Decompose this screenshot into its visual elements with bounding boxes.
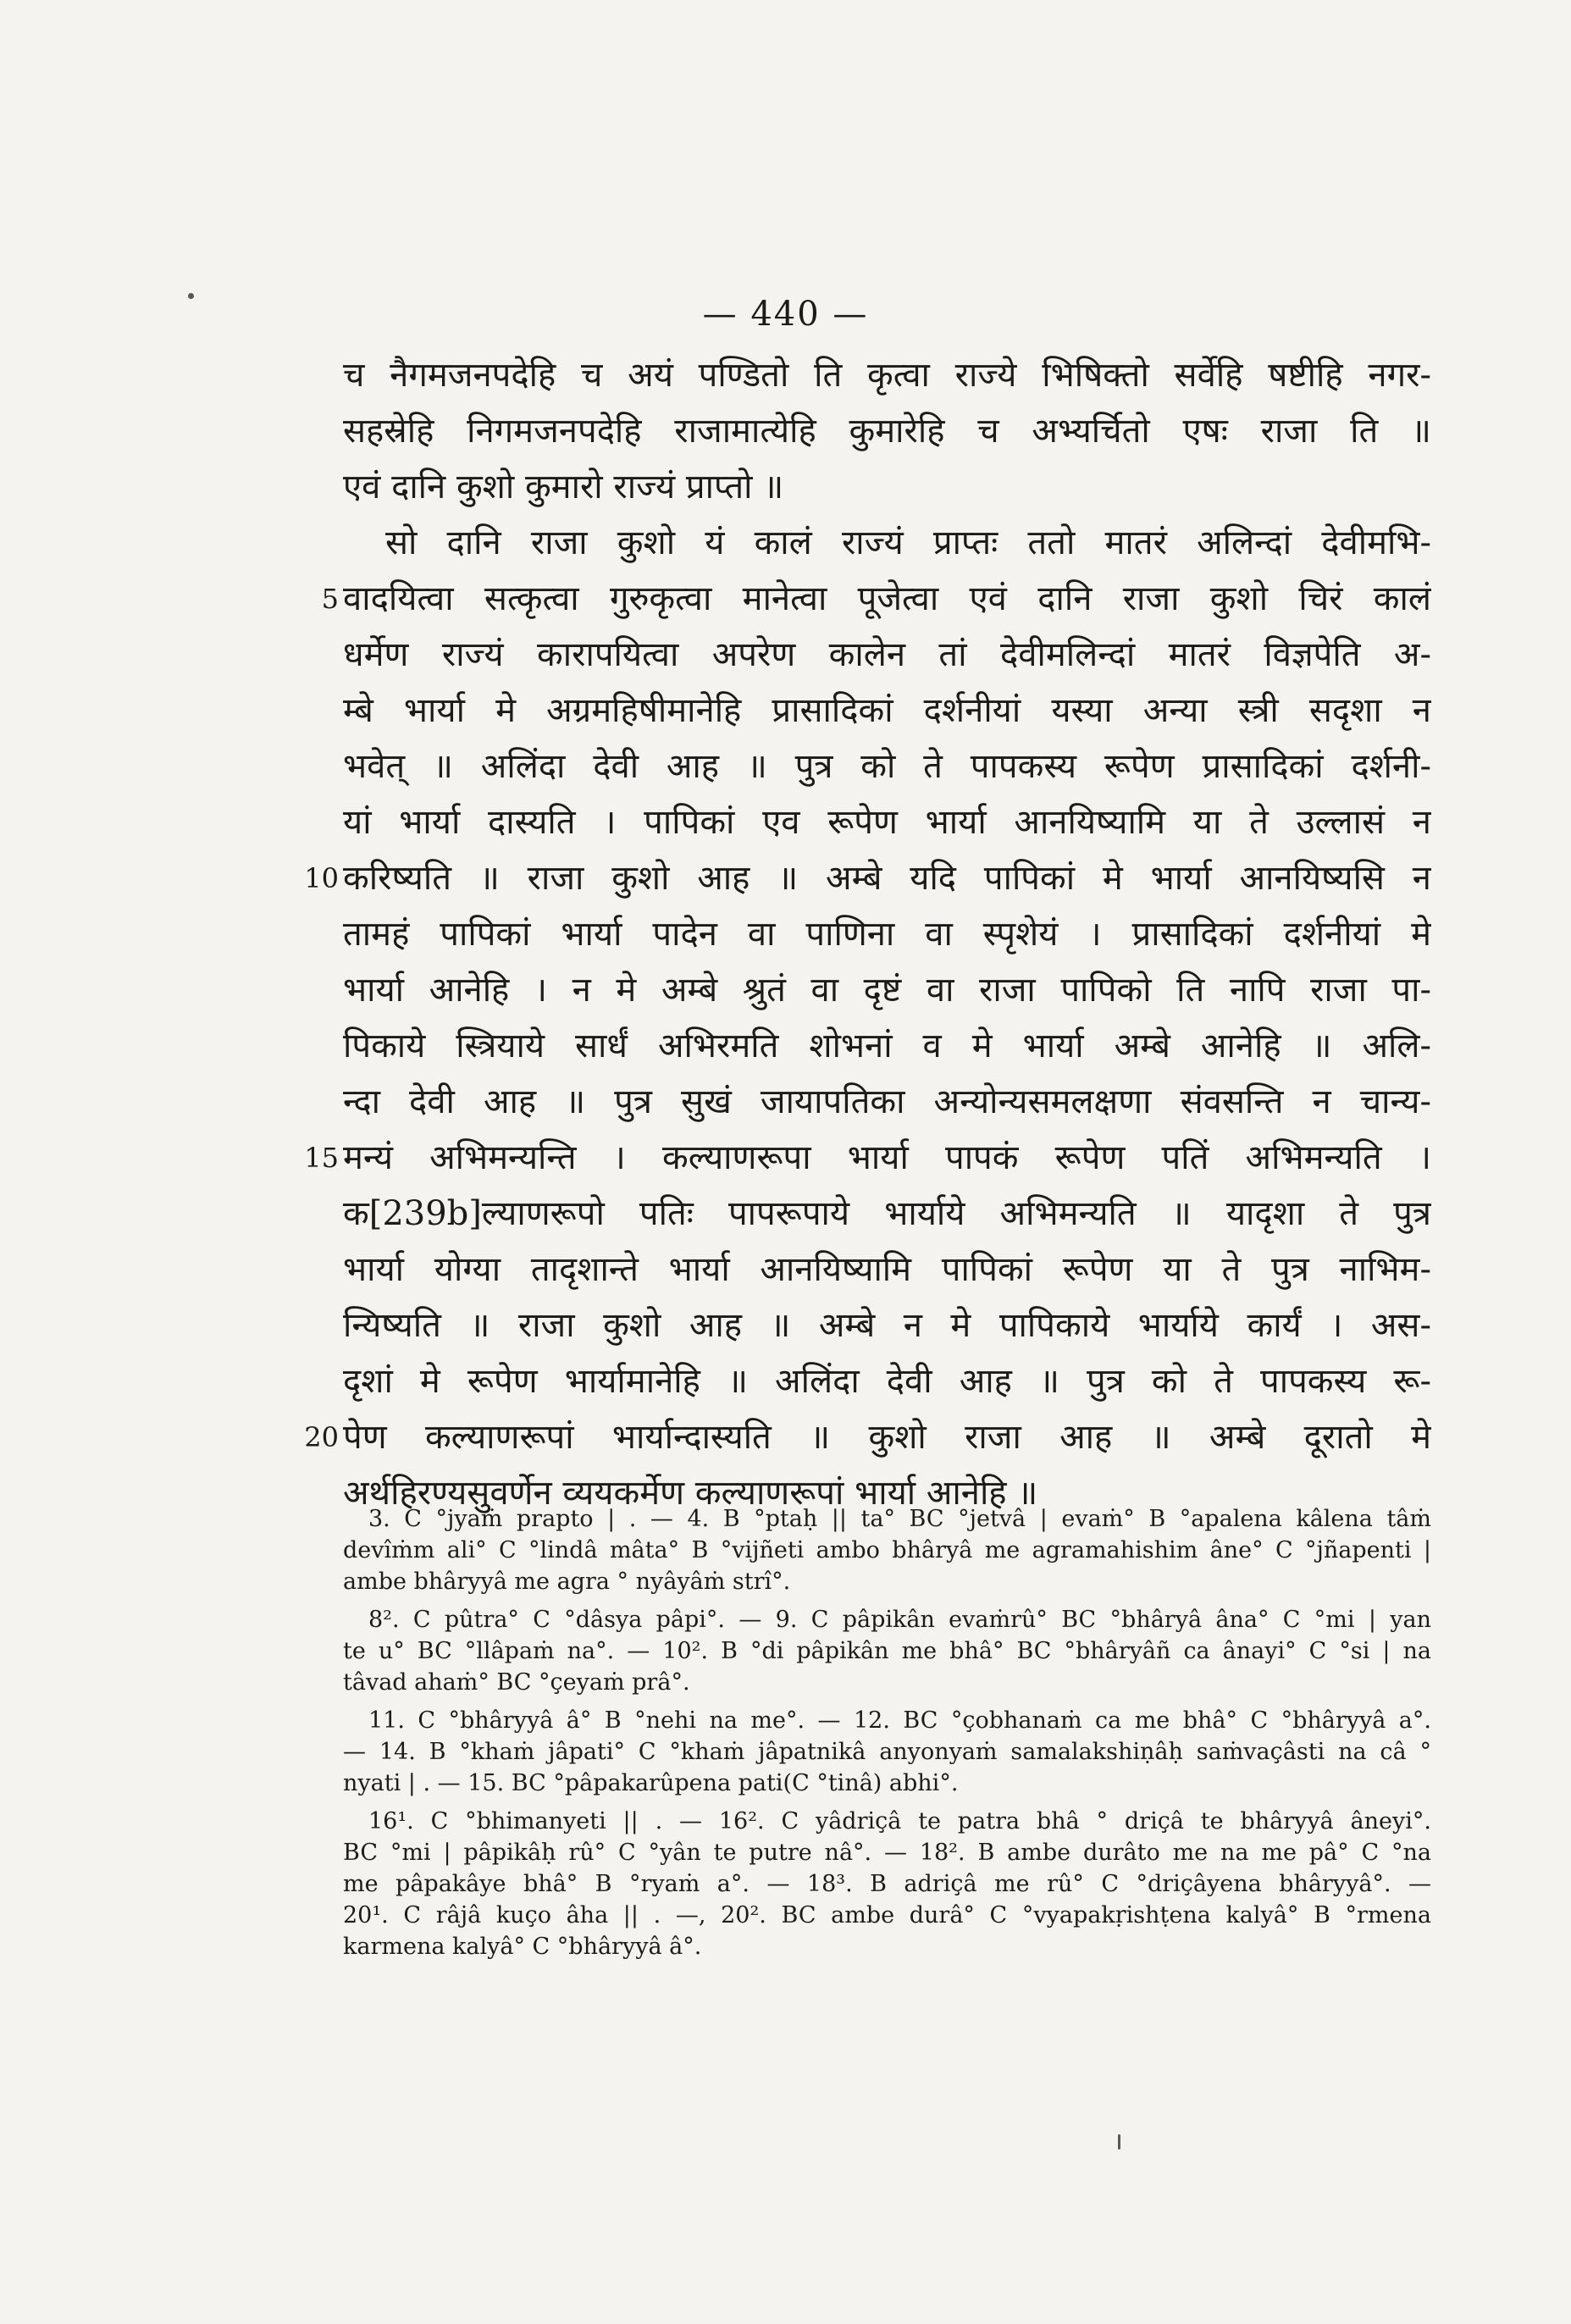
line-text: भार्या योग्या तादृशान्ते भार्या आनयिष्यामि पापिकां रूपेण या ते पुत्र नाभिम- <box>343 1250 1431 1289</box>
line-text: यां भार्या दास्यति । पापिकां एव रूपेण भार्या आनयिष्यामि या ते उल्लासं न <box>343 803 1431 842</box>
note-gap <box>343 1597 1431 1604</box>
line-number: 20 <box>304 1421 339 1453</box>
line-text: अर्थहिरण्यसुवर्णेन व्ययकर्मेण कल्याणरूपां भार्या आनेहि ॥ <box>343 1474 1038 1513</box>
footnote-line: karmena kalyâ° C °bhâryyâ â°. <box>343 1934 702 1960</box>
line-text: तामहं पापिकां भार्या पादेन वा पाणिना वा स्पृशेयं । प्रासादिकां दर्शनीयां मे <box>343 915 1431 954</box>
footnote-line: nyati | . — 15. BC °pâpakarûpena pati(C °tinâ) abhi°. <box>343 1770 959 1796</box>
text-line <box>0 1298 1571 1353</box>
text-line <box>0 1242 1571 1298</box>
line-text: न्दा देवी आह ॥ पुत्र सुखं जायापतिका अन्योन्यसमलक्षणा संवसन्ति न चान्य- <box>343 1082 1431 1121</box>
footnote-line: — 14. B °khaṁ jâpati° C °khaṁ jâpatnikâ anyonyaṁ samalakshiṇâḥ saṁvaçâsti na câ ° <box>343 1739 1431 1765</box>
line-text: करिष्यति ॥ राजा कुशो आह ॥ अम्बे यदि पापिकां मे भार्या आनयिष्यसि न <box>343 859 1431 898</box>
line-text: म्बे भार्या मे अग्रमहिषीमानेहि प्रासादिकां दर्शनीयां यस्या अन्या स्त्री सदृशा न <box>343 691 1431 730</box>
scan-speck <box>1118 2134 1120 2150</box>
footnote-line: 8². C pûtra° C °dâsya pâpi°. — 9. C pâpikân evaṁrû° BC °bhâryâ âna° C °mi | yan <box>368 1607 1431 1633</box>
text-line <box>0 850 1571 906</box>
line-text: वादयित्वा सत्कृत्वा गुरुकृत्वा मानेत्वा पूजेत्वा एवं दानि राजा कुशो चिरं कालं <box>343 579 1431 618</box>
line-text: सहस्रेहि निगमजनपदेहि राजामात्येहि कुमारेहि च अभ्यर्चितो एषः राजा ति ॥ <box>343 412 1431 451</box>
text-line <box>0 794 1571 850</box>
critical-apparatus-footnotes <box>343 1503 1431 1962</box>
line-number: 5 <box>321 583 339 615</box>
text-line <box>0 1409 1571 1465</box>
page-number: — 440 — <box>702 295 869 334</box>
line-text: मन्यं अभिमन्यन्ति । कल्याणरूपा भार्या पापकं रूपेण पतिं अभिमन्यति । <box>343 1138 1431 1177</box>
text-line <box>0 1186 1571 1242</box>
text-line <box>0 1130 1571 1186</box>
text-line <box>0 739 1571 794</box>
footnote-line: me pâpakâye bhâ° B °ryaṁ a°. — 18³. B adriçâ me rû° C °driçâyena bhâryyâ°. — <box>343 1871 1431 1897</box>
text-line <box>0 962 1571 1018</box>
text-line <box>0 1018 1571 1074</box>
text-line <box>0 1353 1571 1409</box>
line-text: दृशां मे रूपेण भार्यामानेहि ॥ अलिंदा देवी आह ॥ पुत्र को ते पापकस्य रू- <box>343 1362 1431 1401</box>
footnote-line: 20¹. C râjâ kuço âha || . —, 20². BC ambe durâ° C °vyapakṛishṭena kalyâ° B °rmena <box>343 1902 1431 1928</box>
text-line <box>0 459 1571 515</box>
text-line <box>0 347 1571 403</box>
footnote-line: devîṁm ali° C °lindâ mâta° B °vijñeti ambo bhâryâ me agramahishim âne° C °jñapenti | <box>343 1537 1431 1563</box>
text-line <box>0 683 1571 739</box>
text-line <box>0 1074 1571 1130</box>
line-number: 10 <box>304 862 339 894</box>
line-text: भवेत् ॥ अलिंदा देवी आह ॥ पुत्र को ते पापकस्य रूपेण प्रासादिकां दर्शनी- <box>343 747 1431 786</box>
footnote-line: ambe bhâryyâ me agra ° nyâyâṁ strî°. <box>343 1569 791 1595</box>
line-text: च नैगमजनपदेहि च अयं पण्डितो ति कृत्वा राज्ये भिषिक्तो सर्वेहि षष्टीहि नगर- <box>343 356 1431 395</box>
note-gap <box>343 1698 1431 1705</box>
line-text: एवं दानि कुशो कुमारो राज्यं प्राप्तो ॥ <box>343 468 784 506</box>
line-text: पिकाये स्त्रियाये सार्धं अभिरमति शोभनां व मे भार्या अम्बे आनेहि ॥ अलि- <box>343 1026 1431 1065</box>
line-number: 15 <box>304 1142 339 1174</box>
line-text: पेण कल्याणरूपां भार्यान्दास्यति ॥ कुशो राजा आह ॥ अम्बे दूरातो मे <box>343 1418 1431 1457</box>
line-text: भार्या आनेहि । न मे अम्बे श्रुतं वा दृष्टं वा राजा पापिको ति नापि राजा पा- <box>343 971 1431 1010</box>
text-line <box>0 515 1571 571</box>
footnote-line: 16¹. C °bhimanyeti || . — 16². C yâdriçâ te patra bhâ ° driçâ te bhâryyâ âneyi°. <box>368 1808 1431 1834</box>
footnote-line: te u° BC °llâpaṁ na°. — 10². B °di pâpikân me bhâ° BC °bhâryâñ ca ânayi° C °si | na <box>343 1638 1431 1664</box>
text-line <box>0 571 1571 627</box>
line-text: क[239b]ल्याणरूपो पतिः पापरूपाये भार्याये अभिमन्यति ॥ यादृशा ते पुत्र <box>343 1194 1431 1233</box>
text-line <box>0 627 1571 683</box>
line-text: सो दानि राजा कुशो यं कालं राज्यं प्राप्तः ततो मातरं अलिन्दां देवीमभि- <box>385 523 1431 562</box>
footnote-line: tâvad ahaṁ° BC °çeyaṁ prâ°. <box>343 1669 690 1696</box>
line-text: न्यिष्यति ॥ राजा कुशो आह ॥ अम्बे न मे पापिकाये भार्याये कार्यं । अस- <box>343 1306 1431 1345</box>
note-gap <box>343 1799 1431 1806</box>
footnote-line: 11. C °bhâryyâ â° B °nehi na me°. — 12. BC °çobhanaṁ ca me bhâ° C °bhâryyâ a°. <box>368 1707 1431 1734</box>
footnote-line: BC °mi | pâpikâḥ rû° C °yân te putre nâ°. — 18². B ambe durâto me na me pâ° C °na <box>343 1840 1431 1866</box>
line-text: धर्मेण राज्यं कारापयित्वा अपरेण कालेन तां देवीमलिन्दां मातरं विज्ञपेति अ- <box>343 635 1431 674</box>
scan-speck <box>188 293 194 299</box>
footnote-line: 3. C °jyaṁ prapto | . — 4. B °ptaḥ || ta° BC °jetvâ | evaṁ° B °apalena kâlena tâṁ <box>368 1506 1431 1532</box>
text-line <box>0 403 1571 459</box>
text-line <box>0 906 1571 962</box>
